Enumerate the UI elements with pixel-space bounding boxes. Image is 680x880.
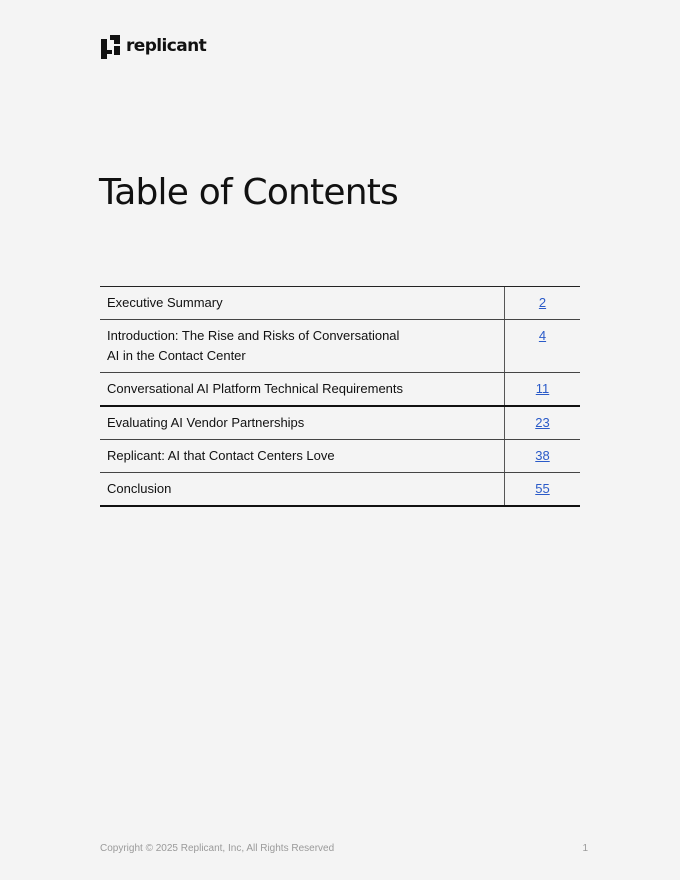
toc-entry-page-cell (505, 440, 580, 472)
brand-logo (100, 34, 206, 60)
toc-entry-label: Introduction: The Rise and Risks of Conversational AI in the Contact Center (100, 320, 505, 372)
toc-entry-label: Executive Summary (100, 287, 505, 319)
toc-entry-page-cell (505, 407, 580, 439)
toc-page-link[interactable]: 4 (538, 328, 547, 343)
toc-entry-page-cell (505, 287, 580, 319)
toc-page-link[interactable]: 23 (535, 415, 550, 430)
toc-entry-label: Conclusion (100, 473, 505, 505)
toc-row-replicant (100, 440, 580, 473)
toc-page-link[interactable]: 55 (535, 481, 550, 496)
toc-entry-page-cell (505, 473, 580, 505)
toc-page-link[interactable]: 38 (535, 448, 550, 463)
page-title: Table of Contents (99, 172, 399, 213)
toc-entry-page-cell (505, 320, 580, 372)
toc-entry-page-cell (505, 373, 580, 405)
toc-row-vendor-partnerships (100, 407, 580, 440)
table-of-contents (100, 286, 580, 507)
toc-row-introduction (100, 320, 580, 373)
toc-entry-label: Replicant: AI that Contact Centers Love (100, 440, 505, 472)
toc-entry-label: Evaluating AI Vendor Partnerships (100, 407, 505, 439)
toc-row-executive-summary (100, 287, 580, 320)
footer-copyright: Copyright © 2025 Replicant, Inc, All Rights Reserved (100, 843, 335, 854)
toc-page-link[interactable]: 2 (538, 295, 547, 310)
footer-page-number: 1 (582, 843, 588, 854)
replicant-logo-icon (100, 35, 122, 59)
toc-entry-label: Conversational AI Platform Technical Requirements (100, 373, 505, 405)
toc-page-link[interactable]: 11 (535, 381, 550, 396)
brand-name: replicant (126, 35, 207, 56)
toc-row-technical-requirements (100, 373, 580, 407)
toc-row-conclusion (100, 473, 580, 505)
